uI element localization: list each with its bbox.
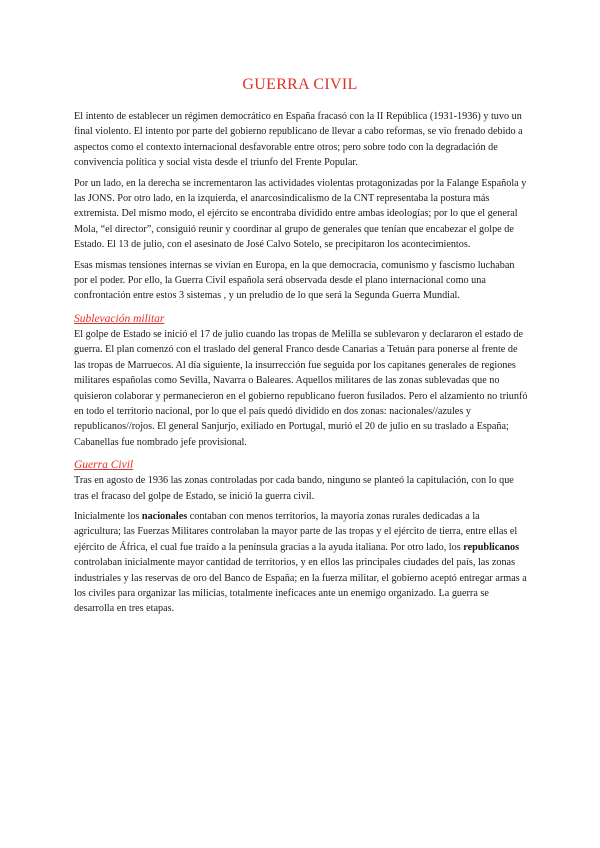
document-title: GUERRA CIVIL: [242, 76, 358, 93]
guerra-civil-paragraph-1: Tras en agosto de 1936 las zonas controladas por cada bando, ninguno se planteó la capitulación, con lo que tras el fracaso del golpe de Estado, se inició la guerra civil.: [74, 475, 514, 502]
document-body: [74, 109, 528, 622]
bold-term-republicanos: republicanos: [463, 541, 520, 553]
intro-paragraph-1: El intento de establecer un régimen democrático en España fracasó con la II República (1931-1936) y tuvo un final violento. El intento por parte del gobierno republicano de llevar a cabo reformas, se vio frenado debido a aspectos como el contexto internacional desfavorable entre otros; pero sobre todo con la degradación de convivencia política y social vista desde el triunfo del Frente Popular.: [74, 111, 523, 169]
guerra-civil-paragraph-2: [74, 509, 528, 617]
text-run: Inicialmente los: [74, 510, 142, 522]
bold-term-nacionales: nacionales: [141, 510, 188, 522]
section-heading-sublevacion: Sublevación militar: [74, 312, 165, 325]
text-run: contaban con menos territorios, la mayoría zonas rurales dedicadas a la agricultura; las Fuerzas Militares controlaban la mayor parte de las tropas y el ejército de tierra, entre ellas el ejército de África, el cual fue traído a la península gracias a la ayuda italiana. Por otro lado, los: [74, 510, 518, 553]
text-run: controlaban inicialmente mayor cantidad de territorios, y en ellos las principales ciudades del país, las zonas industriales y las reservas de oro del Banco de España; en la fuerza militar, el gobierno aceptó entregar armas a los civiles para organizar las milicias, totalmente ineficaces ante un enemigo organizado. La guerra se desarrolla en tres etapas.: [74, 557, 527, 615]
intro-paragraph-2: Por un lado, en la derecha se incrementaron las actividades violentas protagonizadas por la Falange Española y las JONS. Por otro lado, en la izquierda, el anarcosindicalismo de la CNT representaba la postura más extremista. Del mismo modo, el ejército se encontraba dividido entre ambas ideologías; por lo que el general Mola, “el director”, consiguió reunir y coordinar al grupo de generales que tenían que encabezar el golpe de Estado. El 13 de julio, con el asesinato de José Calvo Sotelo, se precipitaron los acontecimientos.: [74, 177, 527, 251]
sublevacion-paragraph: El golpe de Estado se inició el 17 de julio cuando las tropas de Melilla se sublevaron y declararon el estado de guerra. El plan comenzó con el traslado del general Franco desde Canarias a Tetuán para ponerse al frente de las tropas de Marruecos. Al día siguiente, la insurrección fue seguida por los capitanes generales de regiones militares españolas como Sevilla, Navarra o Baleares. Aquellos militares de las zonas sublevadas que no quisieron colaborar y permanecieron en el gobierno republicano fueron fusilados. Pero el alzamiento no triunfó en todo el territorio nacional, por lo que el país quedó dividido en dos zonas: nacionales//azules y republicanos//rojos. El general Sanjurjo, exiliado en Portugal, murió el 20 de julio en su traslado a España; Cabanellas fue nombrado jefe provisional.: [74, 328, 528, 448]
section-heading-guerra-civil: Guerra Civil: [74, 459, 134, 472]
intro-paragraph-3: Esas mismas tensiones internas se vivían en Europa, en la que democracia, comunismo y fascismo luchaban por el poder. Por ello, la Guerra Civil española será observada desde el plano internacional como una confrontación entre estos 3 sistemas , y un preludio de lo que será la Segunda Guerra Mundial.: [74, 259, 515, 302]
